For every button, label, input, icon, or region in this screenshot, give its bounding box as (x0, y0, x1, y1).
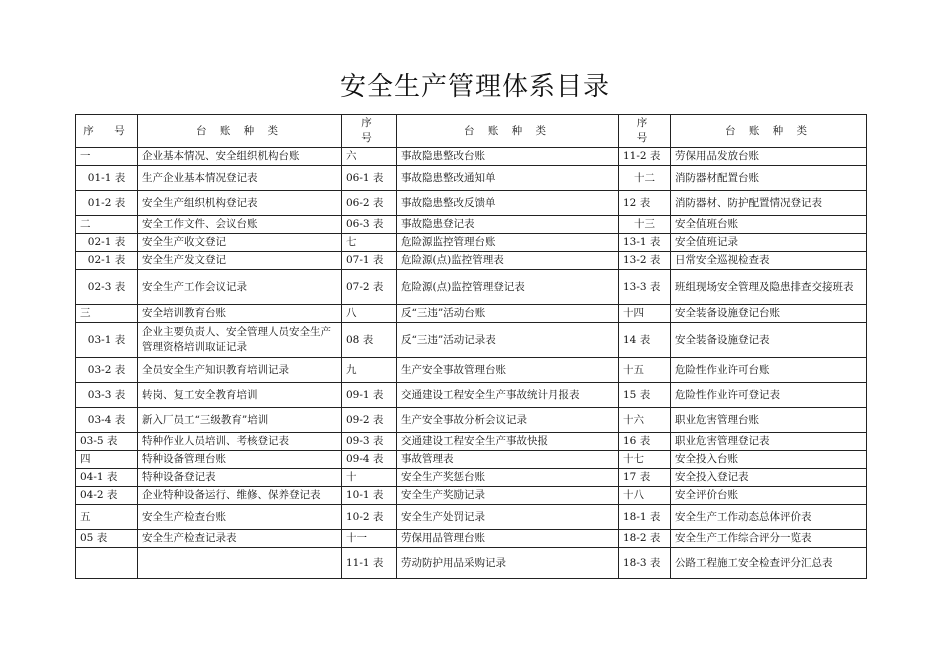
item-number: 09-3 表 (342, 433, 397, 451)
item-title: 安全生产检查台账 (138, 505, 342, 530)
item-number: 09-1 表 (342, 383, 397, 408)
item-number: 15 表 (619, 383, 671, 408)
item-title: 安全生产检查记录表 (138, 530, 342, 548)
item-number: 十五 (619, 358, 671, 383)
item-number: 13-3 表 (619, 270, 671, 305)
item-number: 18-3 表 (619, 548, 671, 579)
item-title: 安全工作文件、会议台账 (138, 216, 342, 234)
item-title: 企业主要负责人、安全管理人员安全生产管理资格培训取证记录 (138, 323, 342, 358)
header-type: 台 账 种 类 (397, 115, 619, 148)
table-row (76, 166, 867, 191)
table-row (76, 530, 867, 548)
item-number: 02-1 表 (76, 252, 138, 270)
table-row (76, 216, 867, 234)
header-no: 序 号 (76, 115, 138, 148)
item-title: 消防器材、防护配置情况登记表 (671, 191, 867, 216)
item-number: 09-2 表 (342, 408, 397, 433)
table-row (76, 469, 867, 487)
item-title: 特种设备管理台账 (138, 451, 342, 469)
item-number: 06-2 表 (342, 191, 397, 216)
item-title: 特种设备登记表 (138, 469, 342, 487)
item-number: 07-2 表 (342, 270, 397, 305)
item-title: 安全生产工作会议记录 (138, 270, 342, 305)
table-row (76, 548, 867, 579)
item-number: 三 (76, 305, 138, 323)
item-number: 四 (76, 451, 138, 469)
item-number: 十一 (342, 530, 397, 548)
item-number (76, 548, 138, 579)
item-number: 05 表 (76, 530, 138, 548)
item-number: 08 表 (342, 323, 397, 358)
item-title: 安全生产工作综合评分一览表 (671, 530, 867, 548)
item-title: 安全值班记录 (671, 234, 867, 252)
item-number: 十二 (619, 166, 671, 191)
item-title: 转岗、复工安全教育培训 (138, 383, 342, 408)
item-title: 全员安全生产知识教育培训记录 (138, 358, 342, 383)
item-number: 10-2 表 (342, 505, 397, 530)
item-title: 劳保用品管理台账 (397, 530, 619, 548)
item-number: 03-2 表 (76, 358, 138, 383)
item-title: 安全投入台账 (671, 451, 867, 469)
item-title: 危险性作业许可台账 (671, 358, 867, 383)
item-number: 06-1 表 (342, 166, 397, 191)
item-title: 安全装备设施登记表 (671, 323, 867, 358)
item-number: 06-3 表 (342, 216, 397, 234)
item-number: 03-3 表 (76, 383, 138, 408)
table-row (76, 234, 867, 252)
table-row (76, 487, 867, 505)
catalog-table (75, 114, 867, 579)
item-title: 生产企业基本情况登记表 (138, 166, 342, 191)
item-number: 07-1 表 (342, 252, 397, 270)
item-title: 事故隐患登记表 (397, 216, 619, 234)
item-title: 安全生产工作动态总体评价表 (671, 505, 867, 530)
item-title: 安全值班台账 (671, 216, 867, 234)
item-number: 12 表 (619, 191, 671, 216)
item-title: 危险源(点)监控管理表 (397, 252, 619, 270)
item-number: 十 (342, 469, 397, 487)
item-number: 七 (342, 234, 397, 252)
item-title: 事故隐患整改台账 (397, 148, 619, 166)
item-number: 17 表 (619, 469, 671, 487)
item-title: 交通建设工程安全生产事故统计月报表 (397, 383, 619, 408)
item-title: 劳动防护用品采购记录 (397, 548, 619, 579)
item-title: 安全评价台账 (671, 487, 867, 505)
item-number: 11-1 表 (342, 548, 397, 579)
item-title: 职业危害管理登记表 (671, 433, 867, 451)
item-number: 11-2 表 (619, 148, 671, 166)
item-number: 02-1 表 (76, 234, 138, 252)
item-title: 安全生产处罚记录 (397, 505, 619, 530)
table-row (76, 505, 867, 530)
page-title: 安全生产管理体系目录 (339, 72, 610, 102)
item-number: 18-2 表 (619, 530, 671, 548)
item-title: 反“三违”活动台账 (397, 305, 619, 323)
item-number: 03-4 表 (76, 408, 138, 433)
item-title: 班组现场安全管理及隐患排查交接班表 (671, 270, 867, 305)
item-number: 01-1 表 (76, 166, 138, 191)
header-type: 台 账 种 类 (671, 115, 867, 148)
item-title: 企业特种设备运行、维修、保养登记表 (138, 487, 342, 505)
item-number: 09-4 表 (342, 451, 397, 469)
item-title: 生产安全事故分析会议记录 (397, 408, 619, 433)
table-row (76, 191, 867, 216)
item-number: 一 (76, 148, 138, 166)
table-row (76, 323, 867, 358)
item-number: 二 (76, 216, 138, 234)
item-number: 01-2 表 (76, 191, 138, 216)
item-title: 公路工程施工安全检查评分汇总表 (671, 548, 867, 579)
item-title: 企业基本情况、安全组织机构台账 (138, 148, 342, 166)
item-title: 职业危害管理台账 (671, 408, 867, 433)
item-number: 16 表 (619, 433, 671, 451)
table-row (76, 451, 867, 469)
table-row (76, 252, 867, 270)
table-row (76, 433, 867, 451)
item-title: 日常安全巡视检查表 (671, 252, 867, 270)
item-number: 十八 (619, 487, 671, 505)
item-title: 安全生产发文登记 (138, 252, 342, 270)
item-number: 04-2 表 (76, 487, 138, 505)
item-title: 新入厂员工“三级教育”培训 (138, 408, 342, 433)
item-number: 13-1 表 (619, 234, 671, 252)
item-title: 安全投入登记表 (671, 469, 867, 487)
header-no: 序 号 (619, 115, 671, 148)
item-title: 事故隐患整改通知单 (397, 166, 619, 191)
item-title: 安全装备设施登记台账 (671, 305, 867, 323)
item-title: 劳保用品发放台账 (671, 148, 867, 166)
item-number: 十三 (619, 216, 671, 234)
table-row (76, 383, 867, 408)
item-title: 消防器材配置台账 (671, 166, 867, 191)
item-number: 十七 (619, 451, 671, 469)
item-title: 安全培训教育台账 (138, 305, 342, 323)
table-row (76, 305, 867, 323)
item-title: 安全生产组织机构登记表 (138, 191, 342, 216)
item-title: 反“三违”活动记录表 (397, 323, 619, 358)
header-row (76, 115, 867, 148)
item-title: 危险源(点)监控管理登记表 (397, 270, 619, 305)
item-title: 安全生产奖惩台账 (397, 469, 619, 487)
table-row (76, 148, 867, 166)
item-title: 事故管理表 (397, 451, 619, 469)
item-number: 02-3 表 (76, 270, 138, 305)
item-number: 10-1 表 (342, 487, 397, 505)
item-title: 危险性作业许可登记表 (671, 383, 867, 408)
header-type: 台 账 种 类 (138, 115, 342, 148)
item-number: 13-2 表 (619, 252, 671, 270)
item-number: 五 (76, 505, 138, 530)
item-title: 安全生产奖励记录 (397, 487, 619, 505)
item-number: 03-5 表 (76, 433, 138, 451)
item-number: 八 (342, 305, 397, 323)
item-title: 交通建设工程安全生产事故快报 (397, 433, 619, 451)
item-title: 生产安全事故管理台账 (397, 358, 619, 383)
item-number: 十四 (619, 305, 671, 323)
item-number: 九 (342, 358, 397, 383)
item-number: 04-1 表 (76, 469, 138, 487)
table-row (76, 408, 867, 433)
item-title (138, 548, 342, 579)
item-number: 03-1 表 (76, 323, 138, 358)
item-title: 特种作业人员培训、考核登记表 (138, 433, 342, 451)
header-no: 序 号 (342, 115, 397, 148)
item-number: 十六 (619, 408, 671, 433)
catalog-body (76, 148, 867, 579)
table-row (76, 270, 867, 305)
item-number: 六 (342, 148, 397, 166)
item-number: 14 表 (619, 323, 671, 358)
item-title: 危险源监控管理台账 (397, 234, 619, 252)
table-row (76, 358, 867, 383)
item-number: 18-1 表 (619, 505, 671, 530)
item-title: 事故隐患整改反馈单 (397, 191, 619, 216)
item-title: 安全生产收文登记 (138, 234, 342, 252)
